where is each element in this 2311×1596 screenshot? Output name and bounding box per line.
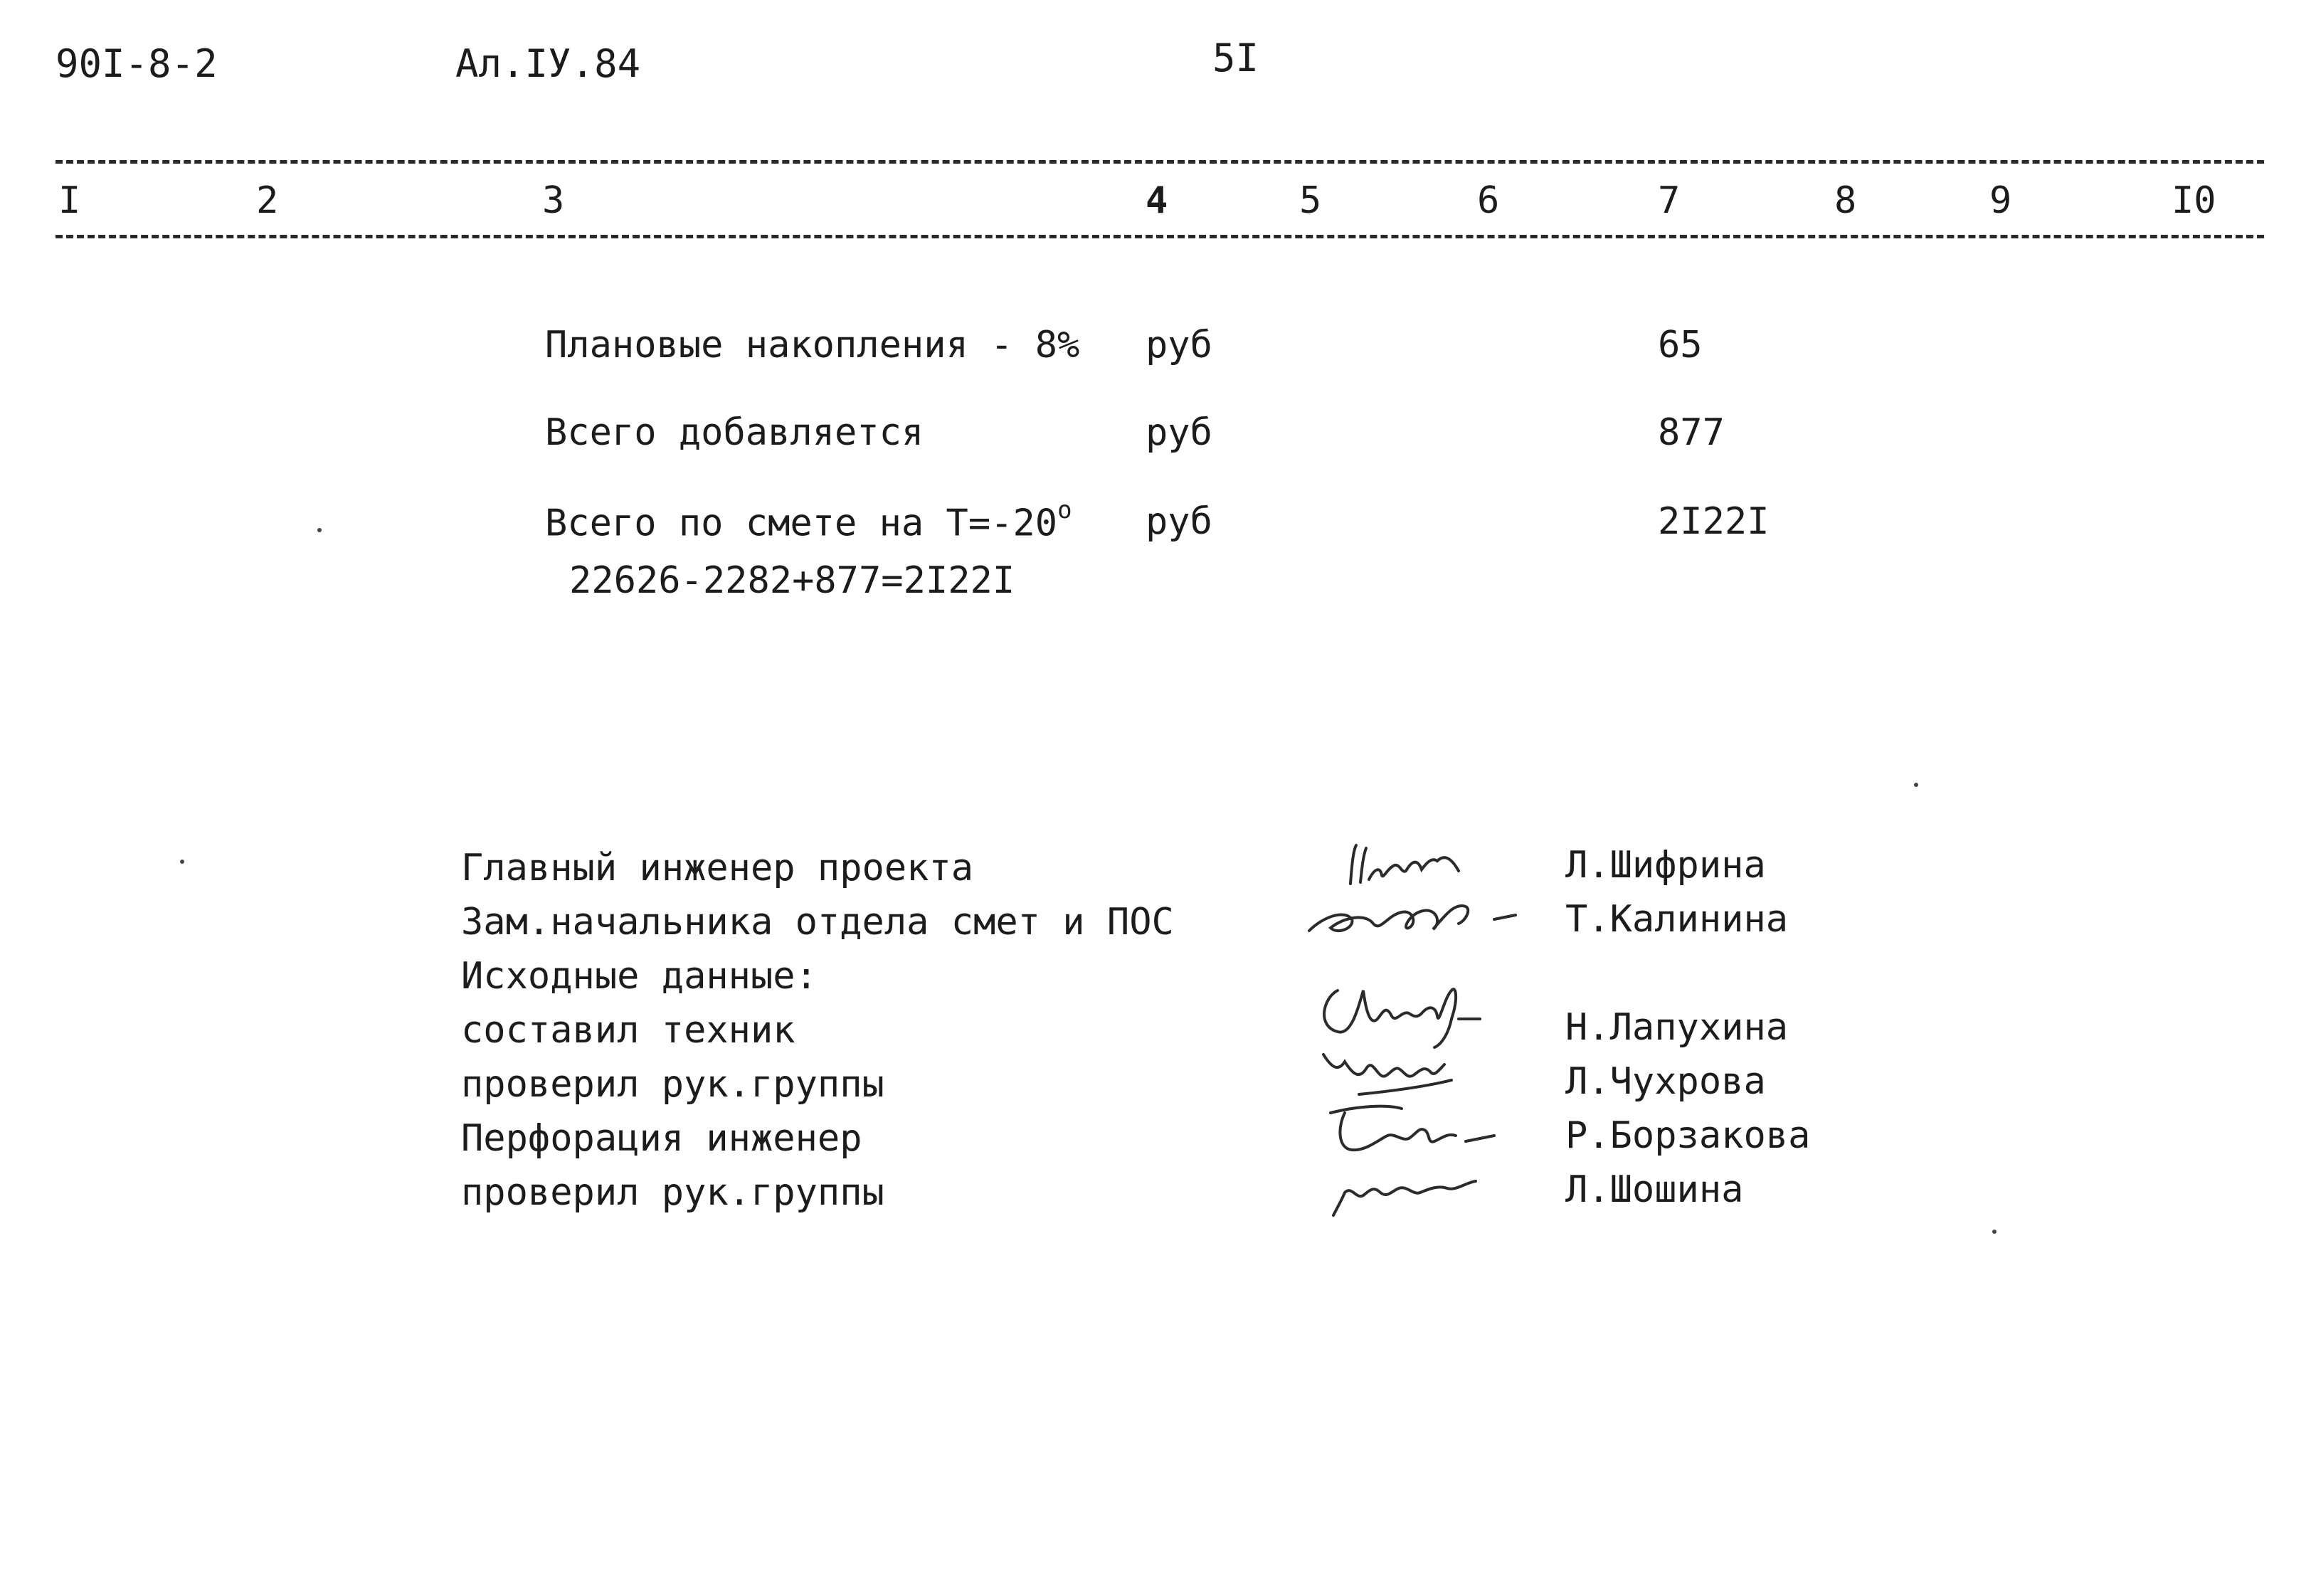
scan-speck bbox=[1992, 1230, 1997, 1234]
scan-speck bbox=[317, 528, 322, 532]
scan-speck bbox=[180, 860, 184, 864]
row-description-total bbox=[545, 496, 1072, 545]
document-code: 90I-8-2 bbox=[55, 41, 218, 86]
signature-shifrina bbox=[1338, 840, 1480, 893]
column-number-9: 9 bbox=[1989, 179, 2012, 222]
role-label: Перфорация инженер bbox=[461, 1117, 862, 1160]
column-number-2: 2 bbox=[256, 179, 279, 222]
signatory-name: Р.Борзакова bbox=[1565, 1114, 1811, 1157]
degree-superscript: о bbox=[1057, 496, 1072, 524]
row-description: Плановые накопления - 8% bbox=[545, 324, 1080, 366]
dashed-rule-bottom bbox=[55, 235, 2264, 238]
signatory-name: Л.Чухрова bbox=[1565, 1060, 1766, 1103]
album-reference: Ал.IУ.84 bbox=[455, 41, 641, 86]
row-description-text: Всего по смете на Т=-20 bbox=[545, 502, 1058, 545]
row-value: 65 bbox=[1658, 324, 1703, 366]
column-number-10: I0 bbox=[2172, 179, 2216, 222]
role-label: проверил рук.группы bbox=[461, 1171, 884, 1214]
page-number: 5I bbox=[1212, 36, 1259, 80]
role-label: Зам.начальника отдела смет и ПОС bbox=[461, 901, 1174, 944]
signatory-name: Л.Шифрина bbox=[1565, 844, 1766, 887]
signature-shoshina bbox=[1323, 1164, 1537, 1221]
role-label: Исходные данные: bbox=[461, 955, 818, 998]
column-number-3: 3 bbox=[542, 179, 565, 222]
column-number-6: 6 bbox=[1477, 179, 1500, 222]
column-number-8: 8 bbox=[1834, 179, 1857, 222]
role-label: проверил рук.группы bbox=[461, 1063, 884, 1106]
row-unit: руб bbox=[1146, 411, 1212, 454]
column-number-5: 5 bbox=[1299, 179, 1322, 222]
row-unit: руб bbox=[1146, 500, 1212, 543]
signature-kalinina bbox=[1302, 888, 1537, 945]
signature-borzakova bbox=[1316, 1099, 1516, 1163]
column-number-4: 4 bbox=[1146, 179, 1168, 222]
column-number-1: I bbox=[58, 179, 81, 222]
role-label: Главный инженер проекта bbox=[461, 847, 974, 889]
row-unit: руб bbox=[1146, 324, 1212, 366]
row-description: Всего добавляется bbox=[545, 411, 924, 454]
row-value: 877 bbox=[1658, 411, 1725, 454]
signatory-name: Н.Лапухина bbox=[1565, 1006, 1789, 1049]
column-number-7: 7 bbox=[1658, 179, 1681, 222]
signatory-name: Т.Калинина bbox=[1565, 898, 1789, 941]
signature-lapukhina bbox=[1309, 976, 1516, 1055]
role-label: составил техник bbox=[461, 1009, 795, 1052]
signatory-name: Л.Шошина bbox=[1565, 1168, 1744, 1211]
dashed-rule-top bbox=[55, 160, 2264, 164]
calculation-formula: 22626-2282+877=2I22I bbox=[569, 559, 1015, 602]
row-value: 2I22I bbox=[1658, 500, 1770, 543]
scan-speck bbox=[1914, 783, 1918, 787]
